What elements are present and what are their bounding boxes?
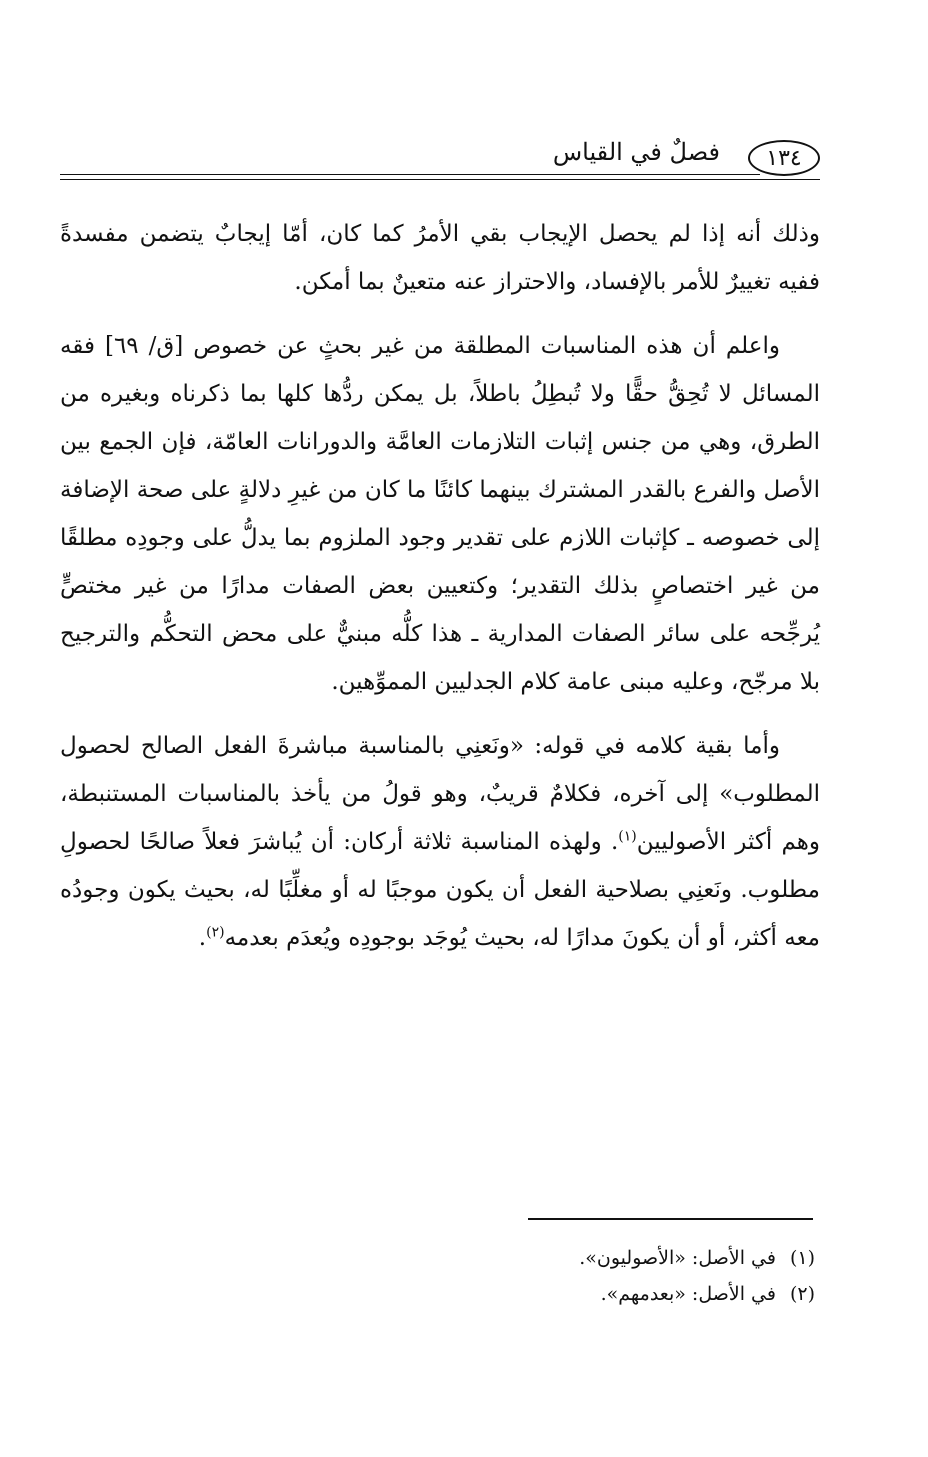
- footnote-text: في الأصل: «بعدمهم».: [600, 1283, 776, 1305]
- paragraph: [60, 722, 820, 962]
- footnote: [400, 1276, 815, 1312]
- paragraph: وذلك أنه إذا لم يحصل الإيجاب بقي الأمرُ كما كان، أمّا إيجابٌ يتضمن مفسدةً ففيه تغييرٌ للأمر بالإفساد، والاحتراز عنه متعينٌ بما أمكن.: [60, 221, 820, 295]
- header-rule: [60, 174, 760, 175]
- paragraph-text: وأما بقية كلامه في قوله: «ونَعنِي بالمناسبة مباشرةَ الفعل الصالح لحصول المطلوب» إلى آخره، فكلامٌ قريبٌ، وهو قولُ من يأخذ بالمناسبات المستنبطة، وهم أكثر الأصوليين: [60, 733, 820, 855]
- paragraph-text: .: [198, 925, 207, 951]
- footnote-marker: (١): [618, 828, 637, 845]
- footnote-number: (٢): [789, 1283, 815, 1305]
- header-rule-double: [60, 179, 820, 180]
- paragraph: واعلم أن هذه المناسبات المطلقة من غير بحثٍ عن خصوص [ق/ ٦٩] فقه المسائل لا تُحِقُّ حقًّا ولا تُبطِلُ باطلاً، بل يمكن ردُّها كلها بما ذكرناه وبغيره من الطرق، وهي من جنس إثبات التلازمات العامَّة والدورانات العامّة، فإن الجمع بين الأصل والفرع بالقدر المشترك بينهما كائنًا ما كان من غيرِ دلالةٍ على صحة الإضافة إلى خصوصه ـ كإثبات اللازم على تقدير وجود الملزوم بما يدلُّ على وجودِه مطلقًا من غير اختصاصٍ بذلك التقدير؛ وكتعيين بعض الصفات مدارًا من غير مختصٍّ يُرجِّحه على سائر الصفات المدارية ـ هذا كلُّه مبنيٌّ على محض التحكُّم والترجيح بلا مرجّح، وعليه مبنى عامة كلام الجدليين المموِّهين.: [60, 333, 820, 695]
- running-title: فصلٌ في القياس: [552, 138, 720, 166]
- footnote: [400, 1240, 815, 1276]
- footnotes: [400, 1240, 815, 1312]
- main-text: [60, 210, 820, 978]
- page-number: ١٣٤: [748, 140, 820, 176]
- footnote-separator: [528, 1218, 813, 1220]
- footnote-number: (١): [789, 1247, 815, 1269]
- page-header: [60, 132, 820, 178]
- paragraph-text: . ولهذه المناسبة ثلاثة أركان: أن يُباشرَ فعلاً صالحًا لحصولِ مطلوب. ونَعنِي بصلاحية الفعل أن يكون موجبًا له أو مغلِّبًا له، بحيث يكون وجودُه معه أكثر، أو أن يكونَ مدارًا له، بحيث يُوجَد بوجودِه ويُعدَم بعدمه: [60, 829, 820, 951]
- footnote-text: في الأصل: «الأصوليون».: [579, 1247, 776, 1269]
- footnote-marker: (٢): [206, 924, 225, 941]
